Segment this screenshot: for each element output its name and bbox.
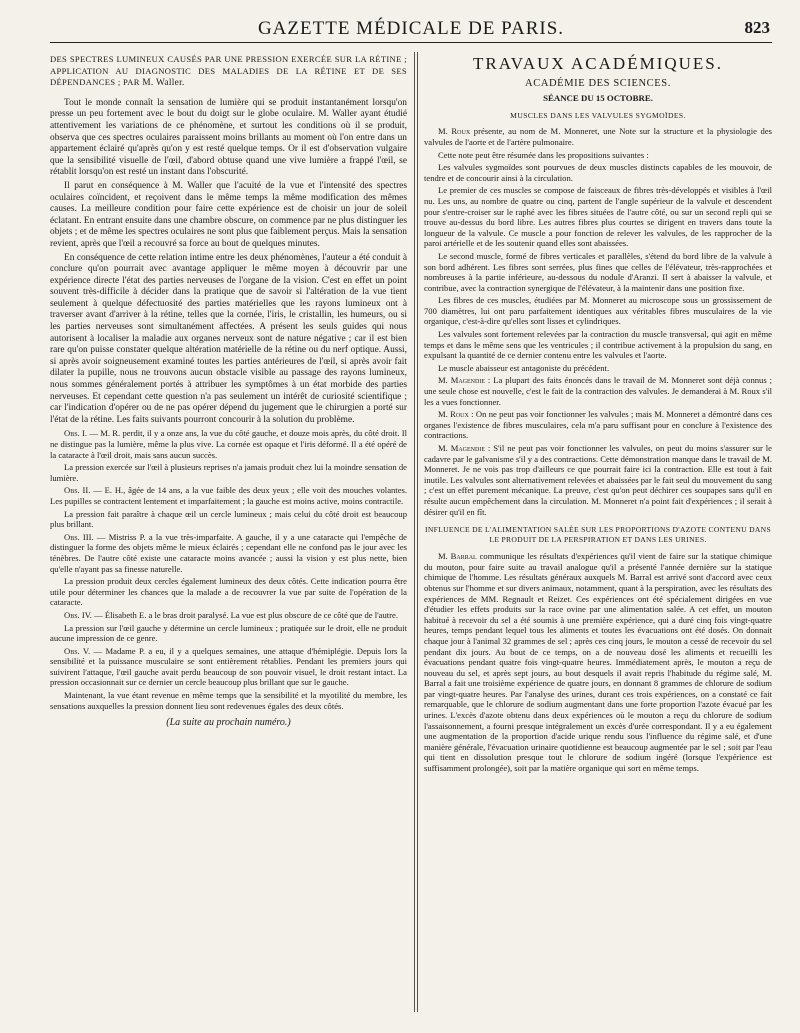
- left-column: [50, 54, 407, 731]
- article-title: [50, 54, 407, 90]
- observation-text: — Élisabeth E. a le bras droit paralysé. La vue est plus obscure de ce côté que de l'autre.: [91, 609, 398, 620]
- subject-title: MUSCLES DANS LES VALVULES SYGMOÏDES.: [510, 110, 686, 120]
- observation-label: Obs. II.: [64, 485, 91, 496]
- article-author: M. Waller.: [142, 78, 185, 89]
- paragraph: [424, 126, 772, 147]
- column-divider-inner: [417, 52, 418, 1012]
- observation-result: La pression sur l'œil gauche y détermine un cercle lumineux ; pratiquée sur le droit, elle ne produit aucune impression de ce genre.: [50, 622, 407, 644]
- paragraph-text: : S'il ne peut pas voir fonctionner les valvules, on peut du moins s'assurer sur le cadavre par le galvanisme s'il y a des contractions. Cette démonstration manque dans le travail de M. Monneret. Je ne vois pas trop d'ailleurs ce que pourrait faire ici la contraction. Elle est tout à fait inutile. Les valvules sont alternativement relevées et abaissées par le fait seul du mouvement du sang ; c'est un effet purement mécanique. La preuve, c'est qu'on peut déchirer ces soupapes sans qu'il en résulte aucun empêchement dans la circulation. M. Monneret n'a point fait d'expériences ; il serait à désirer qu'il en fît.: [424, 443, 772, 517]
- session-title: SÉANCE DU 15 OCTOBRE.: [543, 93, 653, 104]
- paragraph: Maintenant, la vue étant revenue en même temps que la sensibilité et la myotilité du membre, les sensations auxquelles la pression donnent lieu sont redevenues égales des deux côtés.: [50, 690, 407, 711]
- discussion-paragraph: [424, 443, 772, 517]
- observation-text: — E. H., âgée de 14 ans, a la vue faible des deux yeux ; elle voit des mouches volantes. Les pupilles se contractent lentement et imparfaitement ; la gauche est moins active, moins contractile.: [50, 485, 407, 506]
- observation-text: — M. R. perdit, il y a onze ans, la vue du côté gauche, et douze mois après, du côté droit. Il ne distingue pas la lumière, même la plus vive. La cornée est opaque et l'iris déformé. Il a été opéré de la cataracte à l'œil droit, mais sans aucun succès.: [50, 428, 408, 460]
- paragraph-text: communique les résultats d'expériences qu'il vient de faire sur la statique chimique du mouton, pour faire suite au travail analogue qu'il a présenté l'année dernière sur la statique chimique de l'homme. Les résultats généraux auxquels M. Barral est arrivé sont d'accord avec ceux obtenus sur l'homme et sur divers animaux, notamment, quant à la perspiration, avec les résultats des expériences de MM. Regnault et Reizet. Ces expériences ont été spécialement dirigées en vue d'étudier les effets produits sur la race ovine par une alimentation salée. A cet effet, un mouton habitué à recevoir du sel a été soumis à une première expérience, qui a duré cinq fois vingt-quatre heures, temps pendant lequel tous les aliments et toutes les évacuations ont été dosés. On donnait chaque jour à l'animal 32 grammes de sel ; après ces cinq jours, le mouton a cessé de recevoir du sel pendant dix jours. Au bout de ce temps, on a de nouveau dosé les aliments et recueilli les évacuations pendant quatre fois vingt-quatre heures. Immédiatement après, le mouton a reçu de nouveau du sel, et après sept jours, au bout desquels il avait repris l'habitude du régime salé, M. Barral a fait une troisième expérience de quatre jours, en donnant 8 grammes de chlorure de sodium par vingt-quatre heures. Par l'analyse des urines, durant ces trois expériences, on a constaté ce fait remarquable, que le chlorure de sodium augmentant dans une forte proportion l'azote évacué par les urines. L'excès d'azote obtenu dans deux expériences où le mouton a reçu du chlorure de sodium l'assaisonnement, a fourni presque intégralement un excès d'urée correspondant. Il y a eu également une augmentation de la proportion d'acide urique rendu sous l'influence du régime salé, et d'une manière générale, l'évacuation urinaire quotidienne est beaucoup augmentée par le sel ; soit par l'eau qui tient en dissolution presque tout le chlorure de sodium ingéré (lorsque l'expérience est suffisamment prolongée), soit par la matière organique qui sort en même temps.: [424, 551, 772, 774]
- observation-label: Obs. I.: [64, 428, 88, 439]
- observation: [50, 646, 407, 688]
- discussion-paragraph: [424, 375, 772, 407]
- paragraph: En conséquence de cette relation intime entre les deux phénomènes, l'auteur a été conduit à conclure qu'on pourrait avec avantage appliquer le même moyen à découvrir par une expérience directe l'état des parties nerveuses de l'organe de la vision. C'est en effet un point souvent très-difficile à décider dans la pratique que de savoir si l'altération de la vue tient seulement à quelque défectuosité des parties matérielles que les rayons lumineux ont à traverser avant d'arriver à la rétine, telles que la cornée, l'iris, le cristallin, les humeurs, ou si les parties nerveuses sont simultanément affectées. A présent les seuls guides qui nous autorisent à localiser la maladie aux organes nerveux sont de nature négative ; car il est bien rare qu'on puisse constater quelque altération matérielle de la rétine ou du nerf optique. Aussi, si après avoir soigneusement examiné toutes les parties antérieures de l'œil, si après avoir fait dilater la pupille, nous ne trouvons aucun obstacle visible au passage des rayons lumineux, nous sommes généralement portés à attribuer les symptômes à un état morbide des parties nerveuses. Et cependant cette question n'a pas seulement un intérêt de curiosité scientifique ; car l'indication d'opérer ou de ne pas opérer dépend du jugement que le chirurgien a porté sur l'état de la rétine. Les faits suivants pourront concourir à la solution du problème.: [50, 252, 407, 425]
- subsection-title: INFLUENCE DE L'ALIMENTATION SALÉE SUR LES PROPORTIONS D'AZOTE CONTENU DANS LE PRODUIT DE LA PERSPIRATION ET DANS LES URINES.: [425, 525, 771, 545]
- observation-text: — Madame P. a eu, il y a quelques semaines, une attaque d'hémiplégie. Depuis lors la sensibilité et la puissance musculaire se sont entièrement rétablies. Pendant les premiers jours qui suivirent l'attaque, l'œil gauche avait perdu beaucoup de son pouvoir visuel, le droit restant intact. La pression occasionnait sur ce dernier un cercle beaucoup plus brillant que sur le gauche.: [50, 645, 407, 688]
- section-title: TRAVAUX ACADÉMIQUES.: [472, 54, 723, 73]
- observation-result: La pression produit deux cercles également lumineux des deux côtés. Cette indication pourra être utile pour déterminer les chances que la malade a de recouvrer la vue par suite de l'opération de la cataracte.: [50, 576, 407, 608]
- paragraph: Les fibres de ces muscles, étudiées par M. Monneret au microscope sous un grossissement de 700 diamètres, lui ont paru parfaitement identiques aux véritables fibres musculaires de la vie organique, c'est-à-dire qu'elles sont lisses et cylindriques.: [424, 295, 772, 327]
- page-number: 823: [744, 18, 770, 37]
- paragraph: Les valvules sont fortement relevées par la contraction du muscle transversal, qui agit en même temps et dans le même sens que les ventricules ; il contribue activement à la propulsion du sang, en expulsant la quantité de ce dernier contenu entre les valvules et l'aorte.: [424, 329, 772, 361]
- speaker-name: M. Magendie: [438, 443, 485, 453]
- paragraph: Le premier de ces muscles se compose de faisceaux de fibres très-développés et visibles à l'œil nu. Les uns, au nombre de quatre ou cinq, partent de l'angle supérieur de la valvule et descendent pour s'entre-croiser sur le raphé avec les fibres situées de l'autre côté, ou sur un second repli qui se trouve au-dessus du bord libre. Les autres fibres plus courtes se dirigent en travers dans toute la longueur de la valvule. Ce muscle a pour fonction de relever les valvules, de les rapprocher de la paroi artérielle et de les soutenir quand elles sont abaissées.: [424, 185, 772, 249]
- article-title-text: DES SPECTRES LUMINEUX CAUSÉS PAR UNE PRESSION EXERCÉE SUR LA RÉTINE ; APPLICATION AU DIAGNOSTIC DES MALADIES DE LA RÉTINE ET DE SES DÉPENDANCES ; PAR: [50, 54, 407, 88]
- journal-title: GAZETTE MÉDICALE DE PARIS.: [257, 18, 565, 39]
- observation: [50, 532, 407, 574]
- academy-title: ACADÉMIE DES SCIENCES.: [525, 77, 671, 89]
- column-divider: [414, 52, 415, 1012]
- speaker-name: M. Magendie: [438, 375, 486, 386]
- observation-result: La pression exercée sur l'œil à plusieurs reprises n'a jamais produit chez lui la moindre sensation de lumière.: [50, 462, 407, 483]
- paragraph-text: : On ne peut pas voir fonctionner les valvules ; mais M. Monneret a démontré dans ces organes l'existence de fibres musculaires, cela m'a paru suffisant pour en conclure à l'existence des contractions.: [424, 409, 772, 441]
- observation: [50, 485, 407, 506]
- speaker-name: M. Barral: [438, 551, 477, 562]
- paragraph: Le second muscle, formé de fibres verticales et parallèles, s'étend du bord libre de la valvule à son bord adhérent. Les fibres sont serrées, plus fines que celles de l'élévateur, très-rapprochées et nombreuses à la partie inférieure, au-dessous du nodule d'Aranzi. Il sert à abaisser la valvule, et contribue, avec la contraction synergique de l'élévateur, à la maintenir dans une position fixe.: [424, 250, 772, 293]
- running-head: [50, 16, 772, 43]
- paragraph: Cette note peut être résumée dans les propositions suivantes :: [438, 149, 649, 160]
- observation-result: La pression fait paraître à chaque œil un cercle lumineux ; mais celui du côté droit est beaucoup plus brillant.: [50, 508, 407, 530]
- observation: [50, 610, 407, 621]
- right-column: [424, 54, 772, 776]
- speaker-name: M. Roux: [438, 409, 469, 420]
- observation-label: Obs. V.: [64, 645, 91, 656]
- paragraph-text: : La plupart des faits énoncés dans le travail de M. Monneret sont déjà connus ; une seule chose est nouvelle, c'est le fait de la contraction des valvules. Je demanderai à M. Roux s'il les a vues fonctionner.: [424, 375, 772, 407]
- paragraph: Il parut en conséquence à M. Waller que l'acuité de la vue et l'intensité des spectres oculaires coïncident, et reçoivent dans le même temps la même modification des mêmes causes. La meilleure condition pour faire cette expérience est de choisir un jour de soleil éclatant. En entrant ensuite dans une chambre obscure, on commence par ne plus distinguer les objets ; et de même les spectres oculaires ne sont plus que faiblement perçus. Mais la sensation revient, après que l'œil a recouvré sa force au bout de quelques minutes.: [50, 180, 407, 249]
- paragraph: Les valvules sygmoïdes sont pourvues de deux muscles distincts capables de les mouvoir, de tendre et de concourir ainsi à la circulation.: [424, 162, 772, 183]
- continued-note: (La suite au prochain numéro.): [166, 717, 291, 729]
- speaker-name: M. Roux: [438, 126, 471, 137]
- paragraph: Tout le monde connaît la sensation de lumière qui se produit instantanément lorsqu'on presse un peu fortement avec le bout du doigt sur le globe oculaire. M. Waller ayant étudié attentivement les variations de ce phénomène, et surtout les conditions où il se produit, observa que ces spectres oculaires paraissent moins brillants au moment où l'on entre dans un appartement éclairé qu'après qu'on y est resté quelque temps. Or il est d'observation vulgaire que la sensibilité visuelle de l'œil, d'abord obtuse quand une vive lumière a frappé l'œil, se rétablit lorsqu'on est resté un instant dans l'obscurité.: [50, 97, 407, 178]
- paragraph: [424, 551, 772, 773]
- paragraph-text: présente, au nom de M. Monneret, une Note sur la structure et la physiologie des valvules de l'aorte et de l'artère pulmonaire.: [424, 126, 773, 147]
- observation: [50, 428, 407, 460]
- observation-label: Obs. III.: [64, 531, 94, 542]
- paragraph: Le muscle abaisseur est antagoniste du précédent.: [438, 362, 610, 373]
- observation-label: Obs. IV.: [64, 609, 92, 620]
- observation-text: — Mistriss P. a la vue très-imparfaite. A gauche, il y a une cataracte qui l'empêche de distinguer la forme des objets même le mieux éclairés ; cependant elle ne confond pas le jour avec les ténèbres. De l'autre côté existe une cataracte moins avancée ; aussi la vision y est plus nette, bien qu'elle n'ayant pas sa finesse naturelle.: [50, 531, 407, 574]
- discussion-paragraph: [424, 409, 772, 441]
